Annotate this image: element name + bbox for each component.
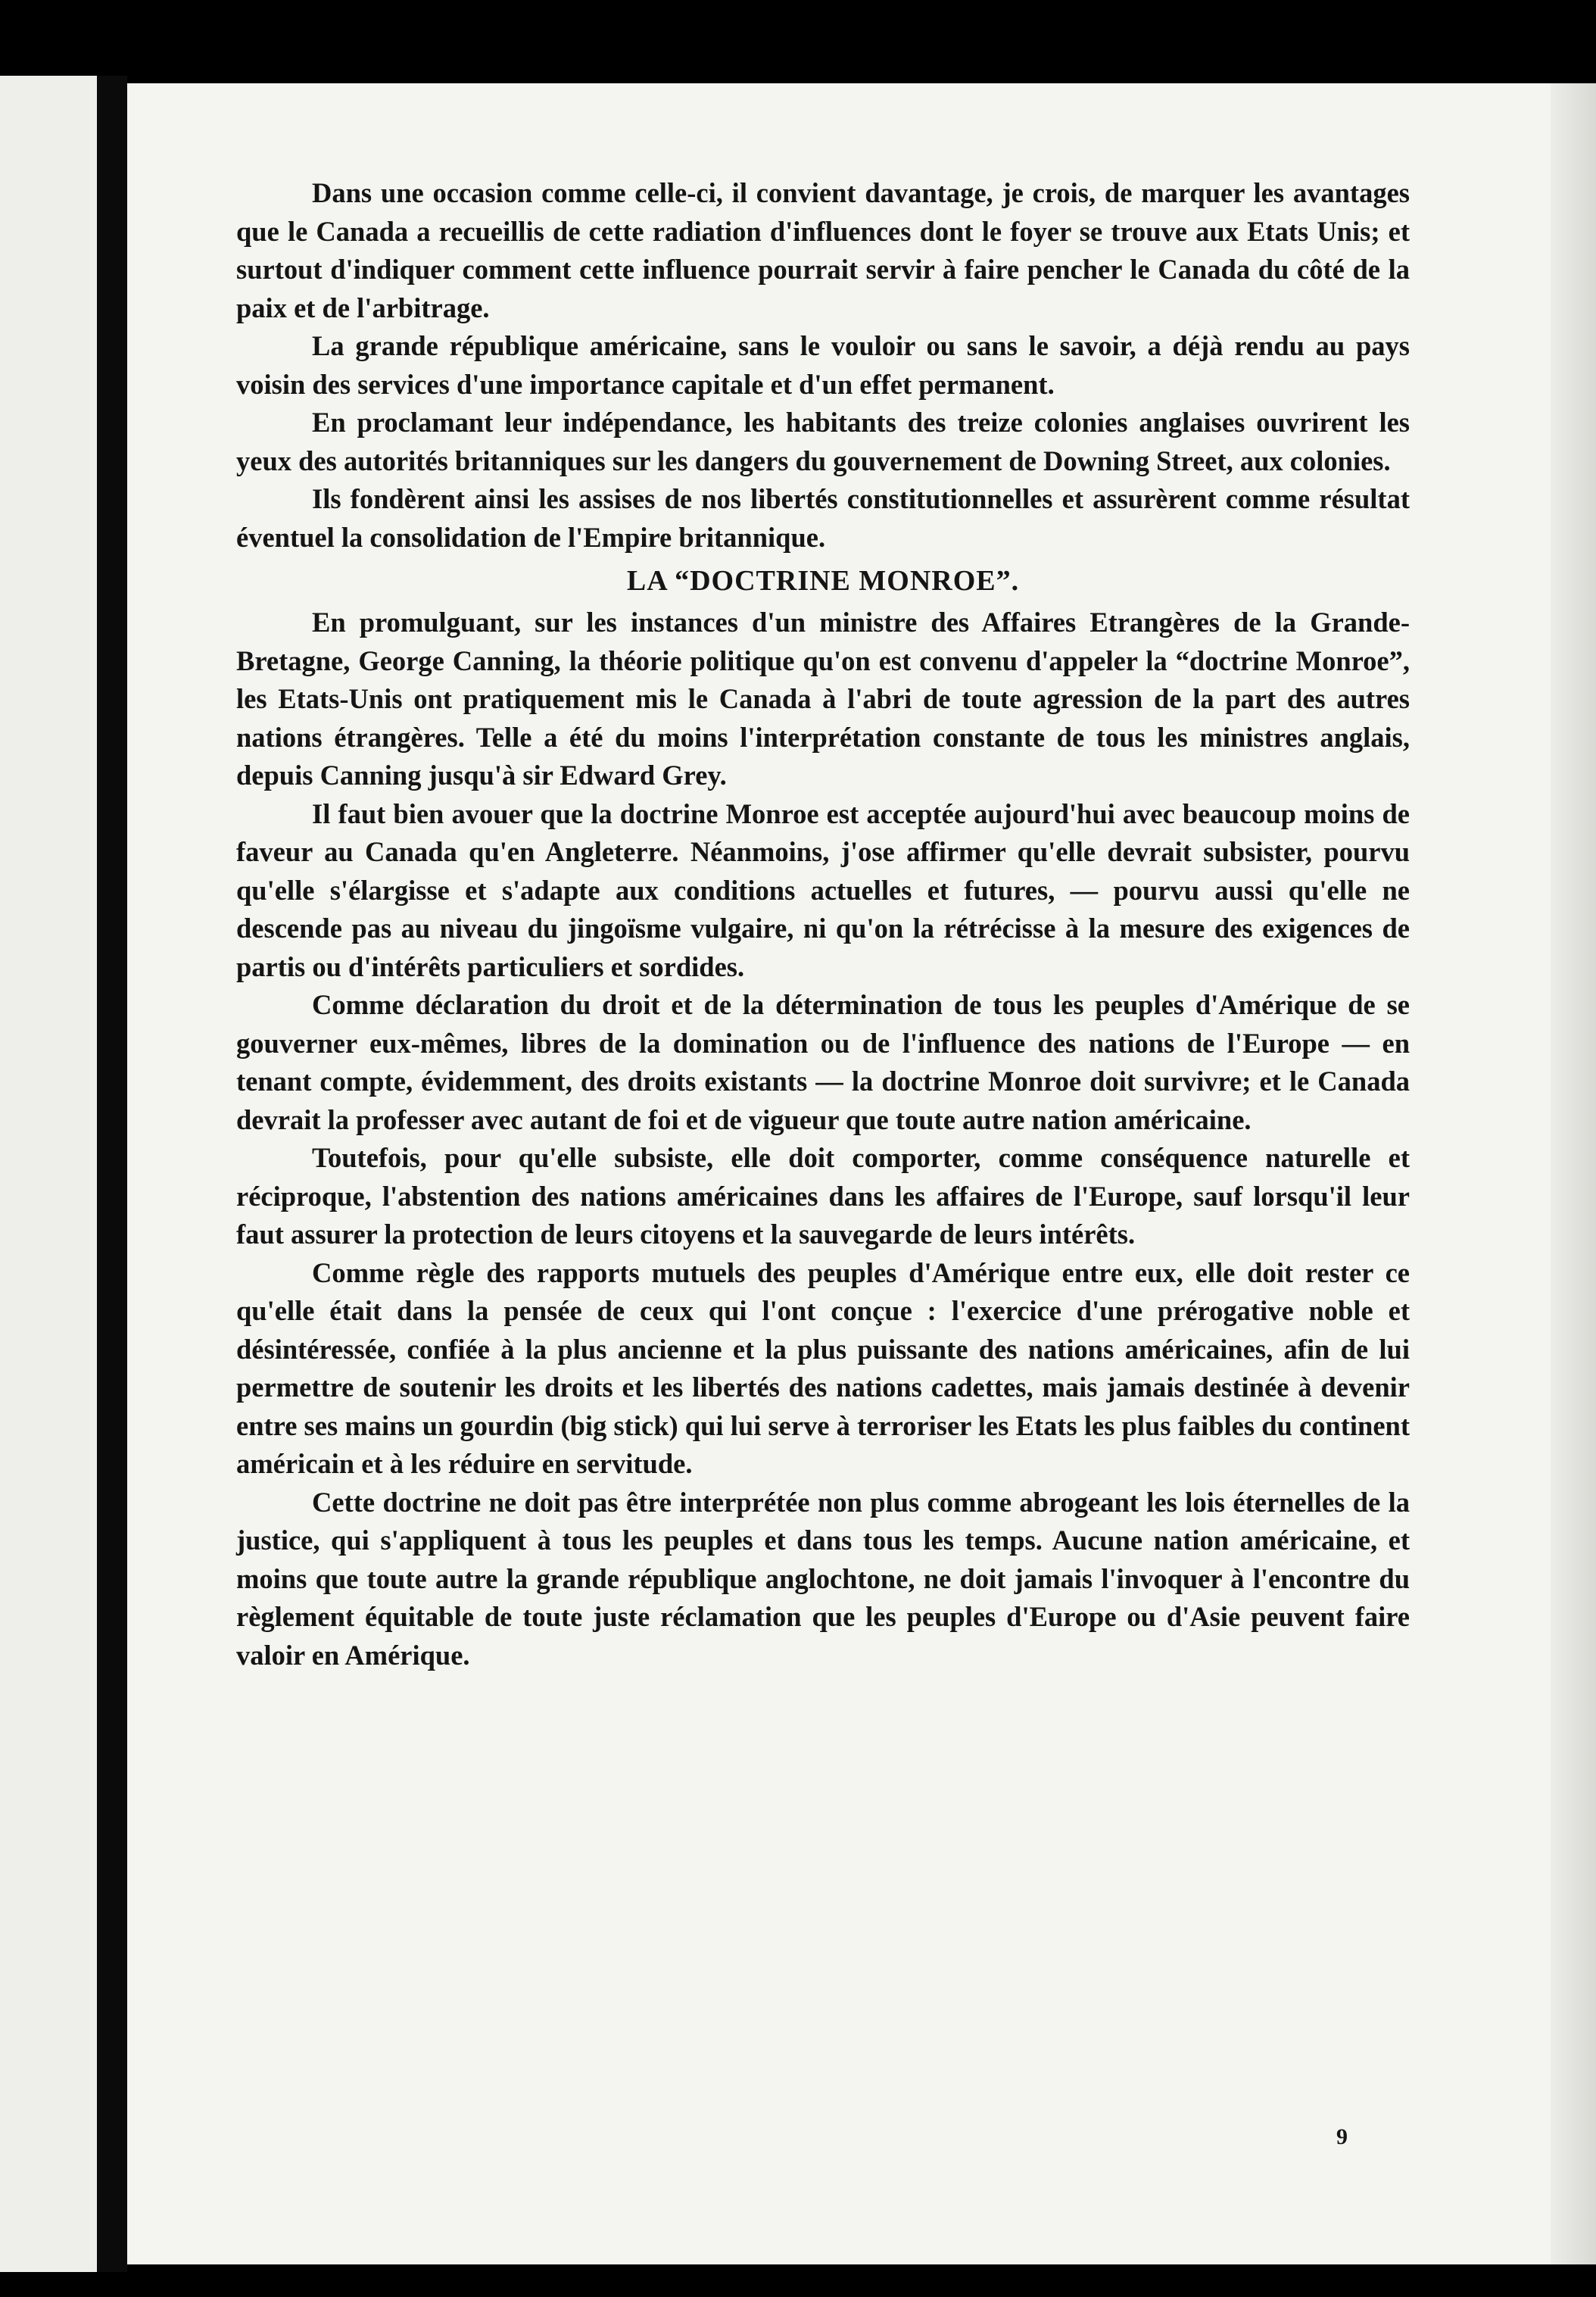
book-gutter	[97, 76, 127, 2272]
paragraph: Comme déclaration du droit et de la détermination de tous les peuples d'Amérique de se gouverner eux-mêmes, libres de la domination ou de l'influence des nations de l'Europe — en tenant compte, évidemment, des droits existants — la doctrine Monroe doit survivre; et le Canada devrait la professer avec autant de foi et de vigueur que toute autre nation américaine.	[236, 989, 1410, 1135]
body-text	[236, 174, 1410, 1674]
paragraph: Toutefois, pour qu'elle subsiste, elle doit comporter, comme conséquence naturelle et réciproque, l'abstention des nations américaines dans les affaires de l'Europe, sauf lorsqu'il leur faut assurer la protection de leurs citoyens et la sauvegarde de leurs intérêts.	[236, 1142, 1410, 1250]
paragraph: En promulguant, sur les instances d'un ministre des Affaires Etrangères de la Grande-Bretagne, George Canning, la théorie politique qu'on est convenu d'appeler la “doctrine Monroe”, les Etats-Unis ont pratiquement mis le Canada à l'abri de toute agression de la part des autres nations étrangères. Telle a été du moins l'interprétation constante de tous les ministres anglais, depuis Canning jusqu'à sir Edward Grey.	[236, 607, 1410, 791]
page-right-edge	[1551, 83, 1596, 2264]
paragraph: Dans une occasion comme celle-ci, il convient davantage, je crois, de marquer les avantages que le Canada a recueillis de cette radiation d'influences dont le foyer se trouve aux Etats Unis; et surtout d'indiquer comment cette influence pourrait servir à faire pencher le Canada du côté de la paix et de l'arbitrage.	[236, 177, 1410, 323]
section-heading: LA “DOCTRINE MONROE”.	[626, 565, 1020, 597]
paragraph: Ils fondèrent ainsi les assises de nos libertés constitutionnelles et assurèrent comme résultat éventuel la consolidation de l'Empire britannique.	[236, 483, 1410, 553]
paragraph: Comme règle des rapports mutuels des peuples d'Amérique entre eux, elle doit rester ce qu'elle était dans la pensée de ceux qui l'ont conçue : l'exercice d'une prérogative noble et désintéressée, confiée à la plus ancienne et la plus puissante des nations américaines, afin de lui permettre de soutenir les droits et les libertés des nations cadettes, mais jamais destinée à devenir entre ses mains un gourdin (big stick) qui lui serve à terroriser les Etats les plus faibles du continent américain et à les réduire en servitude.	[236, 1256, 1410, 1479]
paragraph: La grande république américaine, sans le vouloir ou sans le savoir, a déjà rendu au pays voisin des services d'une importance capitale et d'un effet permanent.	[236, 330, 1410, 400]
page-number: 9	[1336, 2124, 1348, 2149]
paragraph: Cette doctrine ne doit pas être interprétée non plus comme abrogeant les lois éternelles de la justice, qui s'appliquent à tous les peuples et dans tous les temps. Aucune nation américaine, et moins que toute autre la grande république anglochtone, ne doit jamais l'invoquer à l'encontre du règlement équitable de toute juste réclamation que les peuples d'Europe ou d'Asie peuvent faire valoir en Amérique.	[236, 1486, 1410, 1671]
left-page-edge	[0, 76, 97, 2272]
paragraph: En proclamant leur indépendance, les habitants des treize colonies anglaises ouvrirent les yeux des autorités britanniques sur les dangers du gouvernement de Downing Street, aux colonies.	[236, 407, 1410, 476]
paragraph: Il faut bien avouer que la doctrine Monroe est acceptée aujourd'hui avec beaucoup moins de faveur au Canada qu'en Angleterre. Néanmoins, j'ose affirmer qu'elle devrait subsister, pourvu qu'elle s'élargisse et s'adapte aux conditions actuelles et futures, — pourvu aussi qu'elle ne descende pas au niveau du jingoïsme vulgaire, ni qu'on la rétrécisse à la mesure des exigences de partis ou d'intérêts particuliers et sordides.	[236, 797, 1410, 982]
